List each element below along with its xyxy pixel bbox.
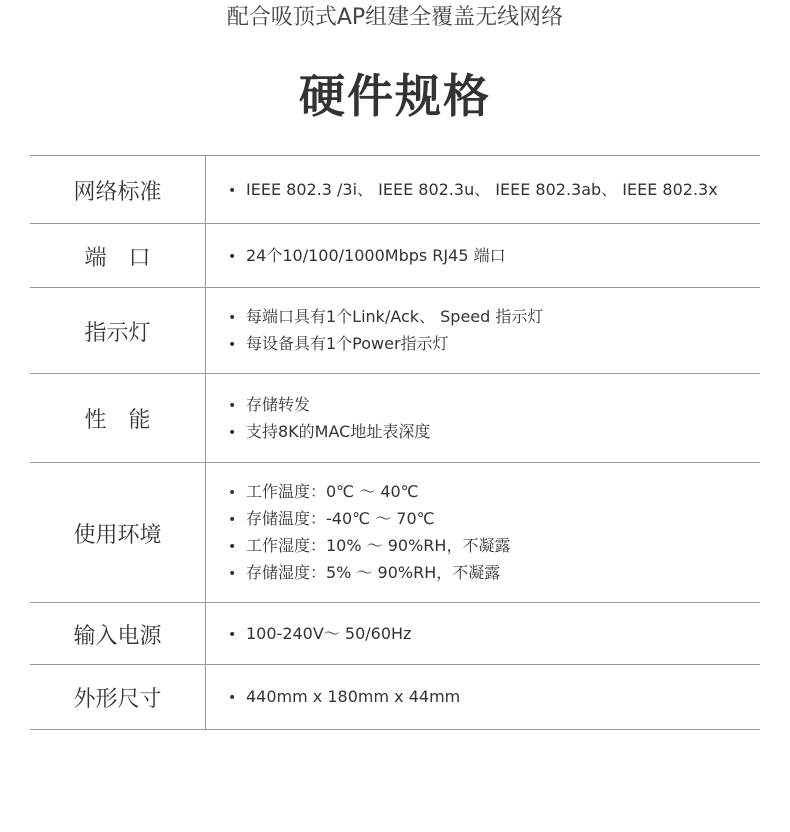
- spec-values: [228, 224, 760, 288]
- spec-value: 存储转发: [246, 394, 311, 414]
- column-divider: [205, 288, 206, 374]
- spec-value: 工作湿度：10% ～ 90%RH，不凝露: [246, 536, 511, 555]
- spec-row-indicators: [30, 287, 760, 374]
- spec-row-ports: [30, 223, 760, 288]
- spec-line: [228, 506, 760, 533]
- column-divider: [205, 224, 206, 288]
- spec-value: 存储湿度：5% ～ 90%RH，不凝露: [246, 563, 501, 582]
- bullet-icon: •: [228, 248, 237, 265]
- spec-value: IEEE 802.3 /3i、 IEEE 802.3u、 IEEE 802.3ab、 IEEE 802.3x: [246, 179, 718, 199]
- bullet-icon: •: [228, 512, 237, 528]
- spec-value: 存储温度：-40℃ ～ 70℃: [246, 509, 435, 528]
- spec-values: [228, 156, 760, 224]
- spec-label: 指示灯: [84, 320, 151, 346]
- bullet-icon: •: [228, 485, 237, 501]
- spec-row-power-input: [30, 602, 760, 665]
- spec-label: 性 能: [84, 408, 151, 433]
- spec-label: 输入电源: [73, 623, 162, 649]
- column-divider: [205, 156, 206, 224]
- spec-line: [228, 621, 760, 648]
- spec-line: [228, 419, 760, 446]
- bullet-icon: •: [228, 689, 237, 706]
- spec-value: 24个10/100/1000Mbps RJ45 端口: [246, 245, 506, 265]
- bullet-icon: •: [228, 424, 237, 441]
- spec-value: 100-240V～ 50/60Hz: [246, 623, 412, 643]
- spec-label: 网络标准: [73, 179, 162, 205]
- spec-line: [228, 479, 760, 506]
- spec-values: [228, 665, 760, 729]
- spec-values: [228, 603, 760, 665]
- spec-value: 工作温度：0℃ ～ 40℃: [246, 482, 419, 501]
- bullet-icon: •: [228, 310, 237, 326]
- spec-value: 每设备具有1个Power指示灯: [246, 334, 449, 353]
- column-divider: [205, 665, 206, 729]
- spec-values: [228, 374, 760, 463]
- spec-label: 端 口: [84, 245, 151, 271]
- spec-values: [228, 288, 760, 374]
- spec-line: [228, 684, 760, 711]
- spec-label: 使用环境: [73, 522, 162, 548]
- spec-line: [228, 177, 760, 204]
- bullet-icon: •: [228, 337, 237, 353]
- spec-value: 每端口具有1个Link/Ack、 Speed 指示灯: [246, 307, 544, 326]
- spec-line: [228, 243, 760, 270]
- bullet-icon: •: [228, 566, 237, 582]
- bullet-icon: •: [228, 182, 237, 199]
- column-divider: [205, 463, 206, 603]
- spec-line: [228, 331, 760, 358]
- bullet-icon: •: [228, 626, 237, 643]
- page-title: 硬件规格: [299, 69, 491, 123]
- spec-value: 440mm x 180mm x 44mm: [246, 686, 461, 706]
- bullet-icon: •: [228, 539, 237, 555]
- spec-row-environment: [30, 462, 760, 603]
- spec-row-performance: [30, 373, 760, 463]
- spec-line: [228, 560, 760, 587]
- spec-line: [228, 533, 760, 560]
- spec-label: 外形尺寸: [73, 686, 162, 712]
- bullet-icon: •: [228, 397, 237, 414]
- spec-row-network-standard: [30, 155, 760, 224]
- spec-value: 支持8K的MAC地址表深度: [246, 421, 431, 441]
- spec-line: [228, 304, 760, 331]
- spec-row-dimensions: [30, 664, 760, 730]
- page-subtitle: 配合吸顶式AP组建全覆盖无线网络: [226, 5, 564, 30]
- spec-values: [228, 463, 760, 603]
- column-divider: [205, 374, 206, 463]
- spec-line: [228, 392, 760, 419]
- column-divider: [205, 603, 206, 665]
